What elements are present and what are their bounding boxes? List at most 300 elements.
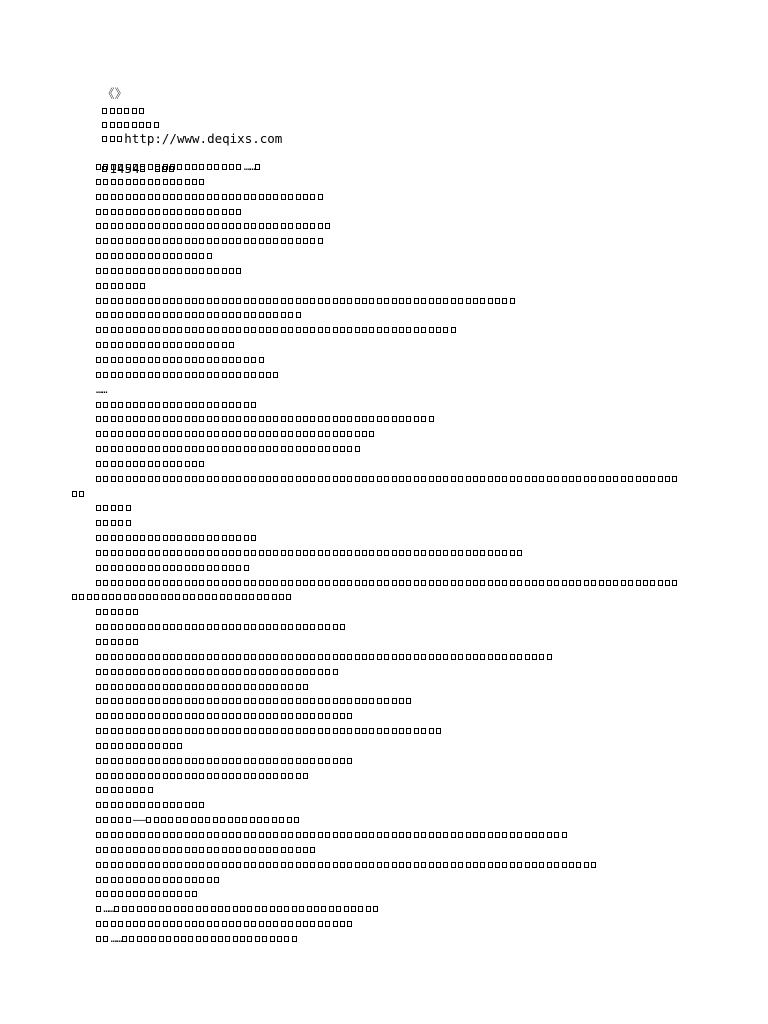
missing-glyph-icon bbox=[369, 298, 374, 304]
missing-glyph-icon bbox=[118, 268, 123, 274]
missing-glyph-icon bbox=[126, 728, 131, 734]
missing-glyph-icon bbox=[214, 357, 219, 363]
missing-glyph-icon bbox=[259, 713, 264, 719]
missing-glyph-icon bbox=[236, 476, 241, 482]
missing-glyph-icon bbox=[192, 461, 197, 467]
missing-glyph-icon bbox=[199, 773, 204, 779]
missing-glyph-icon bbox=[222, 164, 227, 170]
missing-glyph-icon bbox=[502, 580, 507, 586]
missing-glyph-icon bbox=[244, 713, 249, 719]
missing-glyph-icon bbox=[377, 728, 382, 734]
missing-glyph-icon bbox=[140, 223, 145, 229]
missing-glyph-icon bbox=[96, 179, 101, 185]
body-line bbox=[72, 590, 712, 605]
missing-glyph-icon bbox=[199, 550, 204, 556]
missing-glyph-icon bbox=[236, 223, 241, 229]
missing-glyph-icon bbox=[236, 921, 241, 927]
missing-glyph-icon bbox=[118, 832, 123, 838]
missing-glyph-icon bbox=[163, 342, 168, 348]
missing-glyph-icon bbox=[126, 268, 131, 274]
missing-glyph-icon bbox=[126, 194, 131, 200]
missing-glyph-icon bbox=[296, 431, 301, 437]
missing-glyph-icon bbox=[170, 802, 175, 808]
missing-glyph-icon bbox=[569, 476, 574, 482]
missing-glyph-icon bbox=[259, 327, 264, 333]
missing-glyph-icon bbox=[259, 728, 264, 734]
missing-glyph-icon bbox=[303, 550, 308, 556]
missing-glyph-icon bbox=[562, 832, 567, 838]
missing-glyph-icon bbox=[340, 446, 345, 452]
missing-glyph-icon bbox=[266, 580, 271, 586]
missing-glyph-icon bbox=[133, 891, 138, 897]
missing-glyph-icon bbox=[325, 624, 330, 630]
missing-glyph-icon bbox=[303, 847, 308, 853]
missing-glyph-icon bbox=[207, 357, 212, 363]
missing-glyph-icon bbox=[333, 654, 338, 660]
missing-glyph-icon bbox=[214, 832, 219, 838]
missing-glyph-icon bbox=[340, 327, 345, 333]
missing-glyph-icon bbox=[421, 832, 426, 838]
missing-glyph-icon bbox=[369, 476, 374, 482]
missing-glyph-icon bbox=[272, 594, 277, 600]
missing-glyph-icon bbox=[96, 550, 101, 556]
missing-glyph-icon bbox=[429, 298, 434, 304]
missing-glyph-icon bbox=[288, 580, 293, 586]
missing-glyph-icon bbox=[207, 372, 212, 378]
missing-glyph-icon bbox=[192, 327, 197, 333]
missing-glyph-icon bbox=[118, 327, 123, 333]
missing-glyph-icon bbox=[118, 698, 123, 704]
missing-glyph-icon bbox=[87, 594, 92, 600]
missing-glyph-icon bbox=[259, 832, 264, 838]
missing-glyph-icon bbox=[133, 565, 138, 571]
missing-glyph-icon bbox=[229, 416, 234, 422]
missing-glyph-icon bbox=[140, 327, 145, 333]
missing-glyph-icon bbox=[333, 832, 338, 838]
missing-glyph-icon bbox=[244, 416, 249, 422]
missing-glyph-icon bbox=[259, 921, 264, 927]
missing-glyph-icon bbox=[166, 906, 171, 912]
missing-glyph-icon bbox=[229, 164, 234, 170]
missing-glyph-icon bbox=[347, 728, 352, 734]
missing-glyph-icon bbox=[103, 743, 108, 749]
missing-glyph-icon bbox=[126, 698, 131, 704]
missing-glyph-icon bbox=[170, 238, 175, 244]
missing-glyph-icon bbox=[229, 758, 234, 764]
missing-glyph-icon bbox=[96, 906, 101, 912]
missing-glyph-icon bbox=[392, 327, 397, 333]
missing-glyph-icon bbox=[207, 684, 212, 690]
missing-glyph-icon bbox=[281, 298, 286, 304]
missing-glyph-icon bbox=[273, 773, 278, 779]
missing-glyph-icon bbox=[244, 669, 249, 675]
missing-glyph-icon bbox=[369, 416, 374, 422]
missing-glyph-icon bbox=[199, 253, 204, 259]
missing-glyph-icon bbox=[199, 684, 204, 690]
missing-glyph-icon bbox=[443, 862, 448, 868]
missing-glyph-icon bbox=[303, 298, 308, 304]
missing-glyph-icon bbox=[636, 476, 641, 482]
missing-glyph-icon bbox=[466, 476, 471, 482]
missing-glyph-icon bbox=[148, 565, 153, 571]
missing-glyph-icon bbox=[111, 609, 116, 615]
missing-glyph-icon bbox=[266, 669, 271, 675]
missing-glyph-icon bbox=[163, 327, 168, 333]
missing-glyph-icon bbox=[205, 817, 210, 823]
missing-glyph-icon bbox=[148, 891, 153, 897]
missing-glyph-icon bbox=[214, 223, 219, 229]
missing-glyph-icon bbox=[170, 372, 175, 378]
missing-glyph-icon bbox=[229, 209, 234, 215]
missing-glyph-icon bbox=[148, 179, 153, 185]
missing-glyph-icon bbox=[185, 773, 190, 779]
missing-glyph-icon bbox=[133, 921, 138, 927]
missing-glyph-icon bbox=[118, 164, 123, 170]
missing-glyph-icon bbox=[183, 817, 188, 823]
missing-glyph-icon bbox=[170, 728, 175, 734]
missing-glyph-icon bbox=[333, 624, 338, 630]
missing-glyph-icon bbox=[303, 832, 308, 838]
missing-glyph-icon bbox=[362, 416, 367, 422]
missing-glyph-icon bbox=[170, 431, 175, 437]
missing-glyph-icon bbox=[133, 802, 138, 808]
missing-glyph-icon bbox=[177, 624, 182, 630]
missing-glyph-icon bbox=[429, 862, 434, 868]
missing-glyph-icon bbox=[362, 476, 367, 482]
missing-glyph-icon bbox=[118, 565, 123, 571]
missing-glyph-icon bbox=[480, 550, 485, 556]
missing-glyph-icon bbox=[502, 654, 507, 660]
missing-glyph-icon bbox=[185, 713, 190, 719]
missing-glyph-icon bbox=[177, 209, 182, 215]
missing-glyph-icon bbox=[126, 372, 131, 378]
missing-glyph-icon bbox=[406, 298, 411, 304]
missing-glyph-icon bbox=[140, 654, 145, 660]
missing-glyph-icon bbox=[362, 550, 367, 556]
missing-glyph-icon bbox=[451, 654, 456, 660]
missing-glyph-icon bbox=[392, 862, 397, 868]
missing-glyph-icon bbox=[281, 238, 286, 244]
missing-glyph-icon bbox=[244, 312, 249, 318]
missing-glyph-icon bbox=[148, 773, 153, 779]
missing-glyph-icon bbox=[244, 194, 249, 200]
missing-glyph-icon bbox=[111, 402, 116, 408]
missing-glyph-icon bbox=[277, 936, 282, 942]
missing-glyph-icon bbox=[192, 862, 197, 868]
body-line bbox=[72, 665, 712, 680]
missing-glyph-icon bbox=[96, 476, 101, 482]
missing-glyph-icon bbox=[199, 713, 204, 719]
missing-glyph-icon bbox=[366, 906, 371, 912]
missing-glyph-icon bbox=[244, 624, 249, 630]
missing-glyph-icon bbox=[272, 817, 277, 823]
missing-glyph-icon bbox=[658, 476, 663, 482]
missing-glyph-icon bbox=[199, 758, 204, 764]
missing-glyph-icon bbox=[140, 268, 145, 274]
missing-glyph-icon bbox=[126, 624, 131, 630]
missing-glyph-icon bbox=[185, 431, 190, 437]
missing-glyph-icon bbox=[177, 654, 182, 660]
missing-glyph-icon bbox=[251, 416, 256, 422]
missing-glyph-icon bbox=[296, 698, 301, 704]
missing-glyph-icon bbox=[155, 298, 160, 304]
missing-glyph-icon bbox=[140, 758, 145, 764]
missing-glyph-icon bbox=[414, 416, 419, 422]
missing-glyph-icon bbox=[414, 476, 419, 482]
missing-glyph-icon bbox=[96, 936, 101, 942]
missing-glyph-icon bbox=[222, 862, 227, 868]
missing-glyph-icon bbox=[229, 862, 234, 868]
missing-glyph-icon bbox=[257, 594, 262, 600]
missing-glyph-icon bbox=[488, 476, 493, 482]
missing-glyph-icon bbox=[273, 654, 278, 660]
missing-glyph-icon bbox=[414, 550, 419, 556]
missing-glyph-icon bbox=[126, 891, 131, 897]
missing-glyph-icon bbox=[140, 283, 145, 289]
missing-glyph-icon bbox=[222, 535, 227, 541]
missing-glyph-icon bbox=[111, 743, 116, 749]
missing-glyph-icon bbox=[266, 758, 271, 764]
missing-glyph-icon bbox=[185, 312, 190, 318]
missing-glyph-icon bbox=[495, 832, 500, 838]
missing-glyph-icon bbox=[281, 654, 286, 660]
missing-glyph-icon bbox=[584, 580, 589, 586]
missing-glyph-icon bbox=[495, 550, 500, 556]
missing-glyph-icon bbox=[458, 550, 463, 556]
missing-glyph-icon bbox=[229, 684, 234, 690]
missing-glyph-icon bbox=[96, 520, 101, 526]
missing-glyph-icon bbox=[192, 298, 197, 304]
missing-glyph-icon bbox=[333, 921, 338, 927]
missing-glyph-icon bbox=[198, 817, 203, 823]
missing-glyph-icon bbox=[236, 832, 241, 838]
missing-glyph-icon bbox=[126, 877, 131, 883]
missing-glyph-icon bbox=[207, 550, 212, 556]
missing-glyph-icon bbox=[672, 580, 677, 586]
missing-glyph-icon bbox=[155, 669, 160, 675]
missing-glyph-icon bbox=[310, 669, 315, 675]
missing-glyph-icon bbox=[362, 862, 367, 868]
missing-glyph-icon bbox=[163, 298, 168, 304]
missing-glyph-icon bbox=[325, 446, 330, 452]
missing-glyph-icon bbox=[185, 223, 190, 229]
missing-glyph-icon bbox=[211, 936, 216, 942]
missing-glyph-icon bbox=[384, 728, 389, 734]
missing-glyph-icon bbox=[199, 402, 204, 408]
body-line bbox=[72, 353, 712, 368]
missing-glyph-icon bbox=[140, 416, 145, 422]
missing-glyph-icon bbox=[229, 446, 234, 452]
missing-glyph-icon bbox=[118, 862, 123, 868]
missing-glyph-icon bbox=[259, 550, 264, 556]
missing-glyph-icon bbox=[140, 862, 145, 868]
missing-glyph-icon bbox=[191, 817, 196, 823]
missing-glyph-icon bbox=[133, 758, 138, 764]
body-line bbox=[72, 798, 712, 813]
missing-glyph-icon bbox=[185, 476, 190, 482]
body-line bbox=[72, 531, 712, 546]
missing-glyph-icon bbox=[96, 891, 101, 897]
missing-glyph-icon bbox=[133, 832, 138, 838]
missing-glyph-icon bbox=[488, 862, 493, 868]
missing-glyph-icon bbox=[303, 624, 308, 630]
missing-glyph-icon bbox=[116, 594, 121, 600]
missing-glyph-icon bbox=[414, 327, 419, 333]
missing-glyph-icon bbox=[443, 476, 448, 482]
missing-glyph-icon bbox=[229, 238, 234, 244]
missing-glyph-icon bbox=[429, 728, 434, 734]
missing-glyph-icon bbox=[155, 758, 160, 764]
missing-glyph-icon bbox=[233, 936, 238, 942]
missing-glyph-icon bbox=[288, 654, 293, 660]
missing-glyph-icon bbox=[325, 327, 330, 333]
missing-glyph-icon bbox=[133, 684, 138, 690]
missing-glyph-icon bbox=[170, 298, 175, 304]
missing-glyph-icon bbox=[133, 624, 138, 630]
missing-glyph-icon bbox=[296, 446, 301, 452]
missing-glyph-icon bbox=[111, 446, 116, 452]
missing-glyph-icon bbox=[362, 654, 367, 660]
missing-glyph-icon bbox=[303, 223, 308, 229]
missing-glyph-icon bbox=[288, 832, 293, 838]
missing-glyph-icon bbox=[251, 580, 256, 586]
missing-glyph-icon bbox=[148, 684, 153, 690]
missing-glyph-icon bbox=[140, 743, 145, 749]
missing-glyph-icon bbox=[377, 416, 382, 422]
missing-glyph-icon bbox=[214, 372, 219, 378]
missing-glyph-icon bbox=[103, 817, 108, 823]
missing-glyph-icon bbox=[139, 594, 144, 600]
missing-glyph-icon bbox=[133, 283, 138, 289]
missing-glyph-icon bbox=[355, 698, 360, 704]
missing-glyph-icon bbox=[207, 209, 212, 215]
missing-glyph-icon bbox=[214, 209, 219, 215]
missing-glyph-icon bbox=[163, 654, 168, 660]
missing-glyph-icon bbox=[185, 357, 190, 363]
body-line bbox=[72, 501, 712, 516]
missing-glyph-icon bbox=[314, 906, 319, 912]
missing-glyph-icon bbox=[406, 862, 411, 868]
missing-glyph-icon bbox=[443, 654, 448, 660]
missing-glyph-icon bbox=[488, 580, 493, 586]
body-line bbox=[72, 576, 712, 591]
missing-glyph-icon bbox=[347, 416, 352, 422]
missing-glyph-icon bbox=[170, 357, 175, 363]
missing-glyph-icon bbox=[318, 580, 323, 586]
missing-glyph-icon bbox=[242, 817, 247, 823]
missing-glyph-icon bbox=[140, 298, 145, 304]
missing-glyph-icon bbox=[539, 476, 544, 482]
missing-glyph-icon bbox=[222, 476, 227, 482]
missing-glyph-icon bbox=[118, 194, 123, 200]
missing-glyph-icon bbox=[185, 847, 190, 853]
missing-glyph-icon bbox=[213, 817, 218, 823]
missing-glyph-icon bbox=[281, 773, 286, 779]
missing-glyph-icon bbox=[140, 476, 145, 482]
missing-glyph-icon bbox=[185, 877, 190, 883]
missing-glyph-icon bbox=[236, 654, 241, 660]
missing-glyph-icon bbox=[362, 728, 367, 734]
missing-glyph-icon bbox=[155, 891, 160, 897]
missing-glyph-icon bbox=[199, 327, 204, 333]
missing-glyph-icon bbox=[229, 327, 234, 333]
missing-glyph-icon bbox=[148, 268, 153, 274]
missing-glyph-icon bbox=[155, 684, 160, 690]
missing-glyph-icon bbox=[118, 476, 123, 482]
missing-glyph-icon bbox=[170, 209, 175, 215]
missing-glyph-icon bbox=[310, 431, 315, 437]
missing-glyph-icon bbox=[207, 580, 212, 586]
missing-glyph-icon bbox=[96, 402, 101, 408]
chapter-number: 1454 bbox=[109, 161, 140, 176]
body-line bbox=[72, 694, 712, 709]
missing-glyph-icon bbox=[199, 416, 204, 422]
missing-glyph-icon bbox=[392, 580, 397, 586]
body-line bbox=[72, 160, 712, 175]
missing-glyph-icon bbox=[111, 862, 116, 868]
missing-glyph-icon bbox=[155, 624, 160, 630]
missing-glyph-icon bbox=[170, 461, 175, 467]
missing-glyph-icon bbox=[163, 476, 168, 482]
missing-glyph-icon bbox=[259, 357, 264, 363]
missing-glyph-icon bbox=[188, 936, 193, 942]
missing-glyph-icon bbox=[214, 164, 219, 170]
missing-glyph-icon bbox=[192, 194, 197, 200]
missing-glyph-icon bbox=[155, 654, 160, 660]
missing-glyph-icon bbox=[170, 877, 175, 883]
missing-glyph-icon bbox=[262, 936, 267, 942]
missing-glyph-icon bbox=[266, 238, 271, 244]
missing-glyph-icon bbox=[244, 565, 249, 571]
missing-glyph-icon bbox=[251, 223, 256, 229]
missing-glyph-icon bbox=[111, 223, 116, 229]
missing-glyph-icon bbox=[296, 223, 301, 229]
missing-glyph-icon bbox=[259, 684, 264, 690]
missing-glyph-icon bbox=[347, 654, 352, 660]
missing-glyph-icon bbox=[259, 580, 264, 586]
missing-glyph-icon bbox=[451, 298, 456, 304]
missing-glyph-icon bbox=[126, 654, 131, 660]
missing-glyph-icon bbox=[103, 505, 108, 511]
missing-glyph-icon bbox=[421, 550, 426, 556]
missing-glyph-icon bbox=[129, 936, 134, 942]
missing-glyph-icon bbox=[281, 624, 286, 630]
missing-glyph-icon bbox=[199, 832, 204, 838]
missing-glyph-icon bbox=[155, 268, 160, 274]
missing-glyph-icon bbox=[103, 773, 108, 779]
missing-glyph-icon bbox=[347, 580, 352, 586]
missing-glyph-icon bbox=[333, 728, 338, 734]
missing-glyph-icon bbox=[170, 862, 175, 868]
missing-glyph-icon bbox=[251, 758, 256, 764]
missing-glyph-icon bbox=[355, 476, 360, 482]
missing-glyph-icon bbox=[362, 832, 367, 838]
missing-glyph-icon bbox=[207, 921, 212, 927]
missing-glyph-icon bbox=[236, 416, 241, 422]
missing-glyph-icon bbox=[148, 802, 153, 808]
missing-glyph-icon bbox=[273, 758, 278, 764]
missing-glyph-icon bbox=[288, 698, 293, 704]
missing-glyph-icon bbox=[406, 476, 411, 482]
missing-glyph-icon bbox=[133, 194, 138, 200]
missing-glyph-icon bbox=[229, 654, 234, 660]
missing-glyph-icon bbox=[325, 476, 330, 482]
missing-glyph-icon bbox=[170, 669, 175, 675]
missing-glyph-icon bbox=[547, 832, 552, 838]
missing-glyph-icon bbox=[458, 298, 463, 304]
missing-glyph-icon bbox=[177, 847, 182, 853]
missing-glyph-icon bbox=[185, 862, 190, 868]
